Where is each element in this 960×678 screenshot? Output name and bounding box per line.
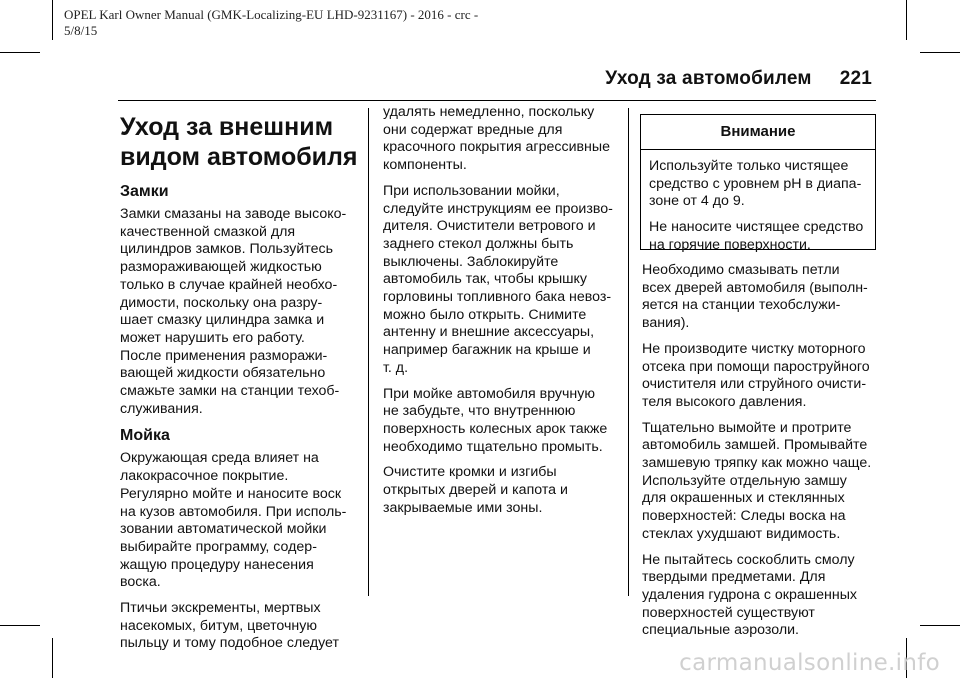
- print-metadata-date: 5/8/15: [64, 23, 98, 38]
- column-divider: [628, 108, 629, 596]
- notice-title: Внимание: [641, 115, 875, 150]
- crop-mark: [920, 52, 960, 53]
- crop-mark: [0, 52, 40, 53]
- crop-mark: [920, 625, 960, 626]
- paragraph: При мойке автомобиля вручную не забудьте, что внутреннюю поверхность колесных арок также необходимо тщательно промыть.: [383, 385, 608, 455]
- paragraph: Замки смазаны на заводе высоко- качественной смазкой для цилиндров замков. Пользуйтесь размораживающей жидкостью только в случае крайней необхо- димости, поскольку она разру- шает смазку цилиндра замка и может нарушить его работу. После применения разморажи- вающей жидкости обязательно смажьте замки на станции техоб- служивания.: [120, 206, 347, 417]
- print-metadata-line: OPEL Karl Owner Manual (GMK-Localizing-EU LHD-9231167) - 2016 - crc -: [64, 7, 479, 22]
- crop-mark: [52, 638, 53, 678]
- notice-paragraph: Не наносите чистящее средство на горячие поверхности.: [649, 219, 864, 253]
- paragraph: Очистите кромки и изгибы открытых дверей и капота и закрываемые ими зоны.: [383, 464, 568, 516]
- page-title: Уход за внешним видом автомобиля: [120, 113, 358, 171]
- running-header: [605, 68, 872, 90]
- crop-mark: [0, 625, 40, 626]
- column-middle: [383, 104, 623, 525]
- notice-body: [641, 150, 875, 255]
- notice-box: [640, 114, 876, 253]
- paragraph: Тщательно вымойте и протрите автомобиль замшей. Промывайте замшевую тряпку как можно чаще. Используйте отдельную замшу для окрашенных и стеклянных поверхностей: Следы воска на стеклах ухудшают видимость.: [642, 419, 872, 542]
- heading-wash: Мойка: [120, 427, 170, 445]
- column-left: [120, 104, 360, 661]
- section-title: Уход за автомобилем: [605, 68, 812, 89]
- crop-mark: [52, 0, 53, 40]
- column-right: [642, 262, 882, 648]
- paragraph: При использовании мойки, следуйте инструкциям ее произво- дителя. Очистители ветрового и заднего стекол должны быть выключены. Заблокируйте автомобиль так, чтобы крышку горловины топливного бака невоз- можно было открыть. Снимите антенну и внешние аксессуары, например багажник на крыше и т. д.: [383, 182, 613, 376]
- crop-mark: [906, 0, 907, 40]
- paragraph: удалять немедленно, поскольку они содержат вредные для красочного покрытия агрессивные компоненты.: [383, 104, 610, 174]
- paragraph: Не пытайтесь соскоблить смолу твердыми предметами. Для удаления гудрона с окрашенных поверхностей существуют специальные аэрозоли.: [642, 551, 858, 639]
- paragraph: Птичьи экскременты, мертвых насекомых, битум, цветочную пыльцу и тому подобное следует: [120, 600, 339, 652]
- notice-paragraph: Используйте только чистящее средство с уровнем pH в диапа- зоне от 4 до 9.: [649, 158, 862, 210]
- paragraph: Необходимо смазывать петли всех дверей автомобиля (выполн- яется на станции техобслужи- вания).: [642, 262, 868, 332]
- watermark: carmanualsonline.info: [679, 650, 940, 676]
- paragraph: Окружающая среда влияет на лакокрасочное покрытие. Регулярно мойте и наносите воск на кузов автомобиля. При исполь- зовании автоматической мойки выбирайте программу, содер- жащую процедуру нанесения воска.: [120, 450, 347, 591]
- paragraph: Не производите чистку моторного отсека при помощи пароструйного очистителя или струйного очисти- теля высокого давления.: [642, 340, 870, 410]
- page-number: 221: [839, 68, 872, 89]
- heading-locks: Замки: [120, 183, 169, 200]
- print-metadata: [64, 7, 478, 39]
- column-divider: [368, 108, 369, 596]
- header-rule: [118, 100, 876, 101]
